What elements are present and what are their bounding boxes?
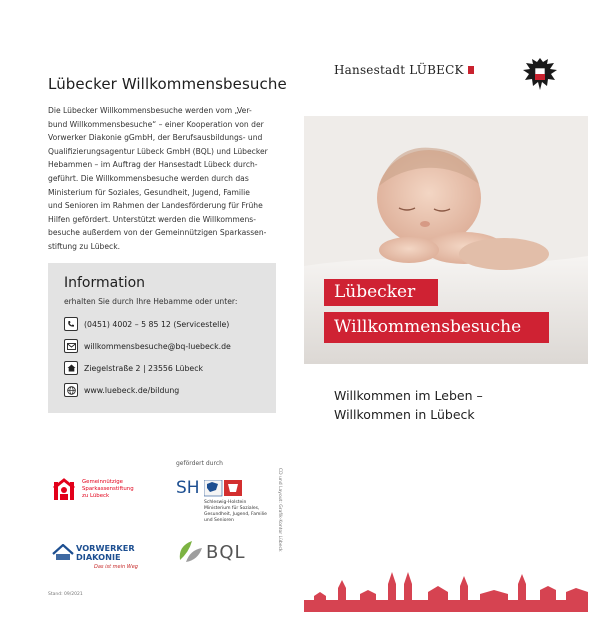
- mail-icon: [64, 339, 78, 353]
- title-banner-1: Lübecker: [324, 279, 438, 306]
- info-row-phone: [64, 317, 229, 331]
- info-row-web: [64, 383, 179, 397]
- tagline-1: Willkommen im Leben –: [334, 388, 483, 403]
- credit-text: CD und Layout: Grafik-Kontor Lübeck: [277, 468, 282, 552]
- sh-line: Schleswig-Holstein: [204, 500, 247, 505]
- intro-paragraph: [48, 104, 280, 254]
- info-row-address: [64, 361, 203, 375]
- intro-line: Hilfen gefördert. Unterstützt werden die Willkommens-: [48, 214, 256, 224]
- phone-number[interactable]: (0451) 4002 – 5 85 12 (Servicestelle): [84, 319, 230, 329]
- stand-date: Stand: 09/2021: [48, 592, 83, 597]
- diakonie-roof-icon: [52, 544, 74, 562]
- vorwerker-line: VORWERKER: [76, 543, 135, 553]
- bql-text: BQL: [206, 542, 246, 563]
- city-skyline-graphic: [304, 566, 588, 612]
- vorwerker-slogan: Das ist mein Weg: [94, 564, 138, 570]
- phone-icon: [64, 317, 78, 331]
- intro-line: stiftung zu Lübeck.: [48, 241, 121, 251]
- intro-line: Die Lübecker Willkommensbesuche werden vom „Ver-: [48, 106, 252, 115]
- address-text: Ziegelstraße 2 | 23556 Lübeck: [84, 363, 204, 373]
- intro-line: Vorwerker Diakonie gGmbH, der Berufsausbildungs- und: [48, 133, 263, 143]
- info-subtitle: erhalten Sie durch Ihre Hebamme oder unter:: [64, 297, 238, 306]
- city-logo: Hansestadt LÜBECK: [334, 63, 464, 77]
- bql-leaf-icon: [176, 538, 204, 564]
- intro-line: Hebammen – im Auftrag der Hansestadt Lübeck durch-: [48, 160, 258, 170]
- sparkasse-line: Gemeinnützige: [82, 479, 123, 485]
- funding-label: gefördert durch: [176, 460, 223, 467]
- intro-line: geführt. Die Willkommensbesuche werden durch das: [48, 173, 249, 183]
- tagline-2: Willkommen in Lübeck: [334, 407, 475, 422]
- title-banner-2: Willkommensbesuche: [324, 312, 549, 343]
- sh-abbr: SH: [176, 478, 200, 498]
- website-link[interactable]: www.luebeck.de/bildung: [84, 385, 180, 395]
- intro-line: Qualifizierungsagentur Lübeck GmbH (BQL) und Lübecker: [48, 146, 268, 156]
- sparkasse-line: zu Lübeck: [82, 493, 110, 499]
- info-title: Information: [64, 275, 146, 291]
- information-box: [48, 263, 276, 413]
- sh-line: Gesundheit, Jugend, Familie: [204, 512, 267, 517]
- intro-line: bund Willkommensbesuche“ – einer Kooperation von der: [48, 119, 264, 129]
- page-title: Lübecker Willkommensbesuche: [48, 75, 287, 93]
- sh-line: Ministerium für Soziales,: [204, 506, 260, 511]
- email-link[interactable]: willkommensbesuche@bq-luebeck.de: [84, 341, 231, 351]
- bql-logo: [176, 538, 246, 568]
- intro-line: besuche außerdem von der Gemeinnützigen Sparkassen-: [48, 228, 267, 238]
- eagle-crest-icon: [520, 54, 560, 94]
- intro-line: und Senioren im Rahmen der Landesförderung für Frühe: [48, 201, 263, 211]
- vorwerker-line: DIAKONIE: [76, 552, 121, 562]
- info-row-mail: [64, 339, 231, 353]
- sparkassenstiftung-logo: [52, 478, 162, 512]
- vorwerker-diakonie-logo: [52, 543, 138, 570]
- sparkasse-line: Sparkassenstiftung: [82, 486, 134, 492]
- home-icon: [64, 361, 78, 375]
- sh-crest-icon: [204, 480, 244, 498]
- sh-line: und Senioren: [204, 518, 234, 523]
- globe-icon: [64, 383, 78, 397]
- city-logo-mark: [468, 66, 474, 74]
- intro-line: Ministerium für Soziales, Gesundheit, Jugend, Familie: [48, 187, 250, 197]
